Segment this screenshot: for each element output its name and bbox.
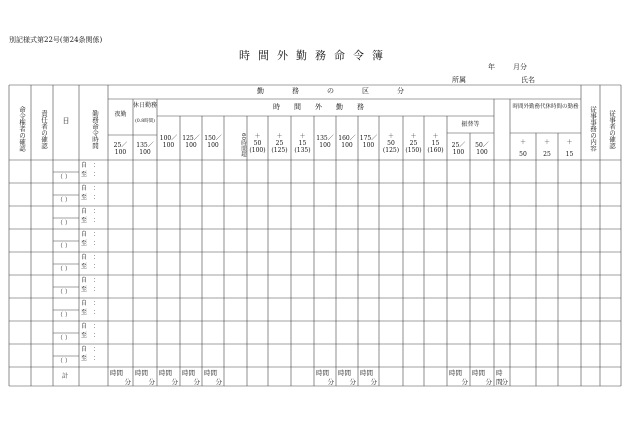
rate-text: 100 (185, 142, 197, 149)
total-hour: 時間 (204, 369, 217, 377)
rate-text: 25 (275, 140, 284, 147)
row-from: 自 (81, 185, 88, 192)
rate-ot125 (180, 135, 202, 149)
row-from: 自 (81, 162, 88, 169)
row-from: 自 (81, 300, 88, 307)
rate-text: 100 (207, 142, 219, 149)
row-date-paren: （ ） (57, 335, 71, 342)
rate-text: 100 (452, 149, 465, 156)
rate-ot135 (314, 135, 336, 149)
row-date-paren: （ ） (57, 312, 71, 319)
row-colon: ： (93, 300, 100, 307)
row-to: 至 (81, 309, 88, 316)
total-minute: 分 (148, 378, 155, 386)
rate-text: 175／ (359, 135, 378, 142)
rate-ot160 (336, 135, 358, 149)
row-colon: ： (93, 171, 100, 178)
total-hour: 時間 (496, 369, 503, 386)
row-date-paren: （ ） (57, 358, 71, 365)
rate-text: ＋ (276, 133, 283, 140)
rate-text: 15 (565, 151, 574, 158)
row-colon: ： (93, 277, 100, 284)
rate-text: (150) (405, 147, 422, 154)
rate-text: 100／ (159, 135, 178, 142)
rate-text: 100 (362, 142, 375, 149)
rate-text: 135／ (136, 142, 154, 149)
row-date-paren: （ ） (57, 174, 71, 181)
rate-ot175 (358, 135, 379, 149)
row-colon: ： (93, 254, 100, 261)
total-minute: 分 (461, 378, 468, 386)
rate-text: 100 (162, 142, 175, 149)
rate-plus50b (379, 133, 403, 154)
form-title: 時間外勤務命令簿 (239, 49, 391, 62)
rate-over60: 60時間超 (240, 133, 246, 157)
rate-text: 50 (253, 140, 262, 147)
rate-text: 100 (114, 149, 127, 156)
month-label: 月分 (513, 63, 527, 71)
row-from: 自 (81, 254, 88, 261)
rate-text: 15 (298, 140, 307, 147)
row-to: 至 (81, 332, 88, 339)
header-worker-check: 従事者の確認 (608, 110, 616, 149)
rate-plus15b (424, 133, 447, 154)
total-hour: 時間 (110, 369, 123, 377)
rate-text: 135／ (316, 135, 334, 142)
row-from: 自 (81, 346, 88, 353)
total-minute: 分 (124, 378, 131, 386)
rate-text: (160) (427, 147, 444, 154)
row-to: 至 (81, 171, 88, 178)
rate-text: 50／ (475, 142, 489, 149)
row-date-paren: （ ） (57, 220, 71, 227)
row-date-paren: （ ） (57, 266, 71, 273)
rate-text: 160／ (338, 135, 356, 142)
rate-text: 100 (476, 149, 488, 156)
header-responsible-check: 責任者の確認 (40, 110, 48, 149)
total-minute: 分 (485, 378, 492, 386)
row-colon: ： (93, 332, 100, 339)
total-hour: 時間 (159, 369, 172, 377)
header-substitute-leave: 時間外勤務代休時間の勤務 (512, 104, 579, 110)
rate-night (108, 142, 133, 156)
rate-ot100 (157, 135, 180, 149)
row-colon: ： (93, 263, 100, 270)
rate-text: 25 (543, 151, 551, 158)
header-order-time: 勤務命令時間 (91, 110, 99, 149)
total-minute: 分 (171, 378, 178, 386)
rate-text: (125) (271, 147, 288, 154)
total-hour: 時間 (135, 369, 148, 377)
header-holiday-work: 休日勤務 (133, 102, 158, 109)
total-minute: 分 (349, 378, 356, 386)
row-from: 自 (81, 323, 88, 330)
row-colon: ： (93, 162, 100, 169)
rate-text: 50 (387, 140, 395, 147)
row-colon: ： (93, 240, 100, 247)
row-date-paren: （ ） (57, 243, 71, 250)
header-holiday-note: (0.8時間) (135, 119, 155, 124)
rate-text: 25 (409, 140, 418, 147)
row-to: 至 (81, 240, 88, 247)
row-from: 自 (81, 208, 88, 215)
row-date-paren: （ ） (57, 197, 71, 204)
rate-text: (125) (382, 147, 400, 154)
total-minute: 分 (193, 378, 200, 386)
header-commander-check: 命令権者の確認 (18, 106, 26, 152)
rate-text: ＋ (543, 139, 550, 146)
rate-text: 150／ (204, 135, 222, 142)
row-to: 至 (81, 194, 88, 201)
rate-text: 100 (139, 149, 151, 156)
rate-plus50 (247, 133, 268, 154)
row-colon: ： (93, 217, 100, 224)
row-from: 自 (81, 231, 88, 238)
total-minute: 分 (215, 378, 222, 386)
row-colon: ： (93, 185, 100, 192)
rate-text: 25／ (451, 142, 466, 149)
header-night-duty: 夜勤 (114, 111, 127, 118)
total-hour: 時間 (360, 369, 373, 377)
rate-text: 125／ (182, 135, 200, 142)
total-hour: 時間 (449, 369, 462, 377)
row-colon: ： (93, 355, 100, 362)
total-minute: 分 (370, 378, 377, 386)
rate-text: 50 (519, 151, 527, 158)
total-hour: 時間 (472, 369, 485, 377)
rate-sl25 (536, 137, 558, 161)
rate-holiday (133, 142, 157, 156)
total-minute: 分 (501, 378, 508, 386)
rate-text: ＋ (566, 139, 573, 146)
form-number: 別記様式第22号(第24条関係) (9, 36, 103, 44)
rate-sl50 (510, 137, 536, 161)
rate-text: ＋ (410, 133, 417, 140)
rate-text: (135) (294, 147, 311, 154)
rate-text: ＋ (387, 133, 394, 140)
rate-text: ＋ (254, 133, 261, 140)
row-to: 至 (81, 263, 88, 270)
rate-sub50 (470, 142, 494, 156)
row-from: 自 (81, 277, 88, 284)
rate-text: ＋ (519, 139, 526, 146)
row-colon: ： (93, 194, 100, 201)
department-label: 所属 (452, 76, 466, 84)
row-colon: ： (93, 323, 100, 330)
header-work-content: 従事事務の内容 (589, 106, 597, 152)
header-work-category: 勤務の区分 (257, 87, 432, 95)
rate-sub25 (447, 142, 470, 156)
rate-text: 25／ (113, 142, 128, 149)
rate-text: ＋ (432, 133, 439, 140)
rate-plus15 (291, 133, 314, 154)
row-colon: ： (93, 286, 100, 293)
row-colon: ： (93, 309, 100, 316)
header-substitute: 振替等 (461, 121, 480, 128)
row-colon: ： (93, 346, 100, 353)
rate-sl15 (558, 137, 581, 161)
total-label: 計 (62, 373, 69, 380)
total-hour: 時間 (316, 369, 329, 377)
total-hour: 時間 (338, 369, 351, 377)
rate-text: 15 (431, 140, 440, 147)
name-label: 氏名 (521, 76, 535, 84)
row-to: 至 (81, 355, 88, 362)
header-date: 日 (62, 117, 70, 125)
row-to: 至 (81, 217, 88, 224)
rate-text: ＋ (299, 133, 306, 140)
total-minute: 分 (327, 378, 334, 386)
rate-text: 100 (319, 142, 331, 149)
row-colon: ： (93, 231, 100, 238)
rate-plus25 (268, 133, 291, 154)
header-overtime: 時間外勤務 (273, 103, 378, 111)
rate-text: (100) (249, 147, 266, 154)
rate-ot150 (202, 135, 224, 149)
rate-text: 100 (341, 142, 353, 149)
total-hour: 時間 (182, 369, 195, 377)
row-to: 至 (81, 286, 88, 293)
year-label: 年 (488, 63, 495, 71)
row-colon: ： (93, 208, 100, 215)
row-date-paren: （ ） (57, 289, 71, 296)
rate-plus25b (403, 133, 424, 154)
